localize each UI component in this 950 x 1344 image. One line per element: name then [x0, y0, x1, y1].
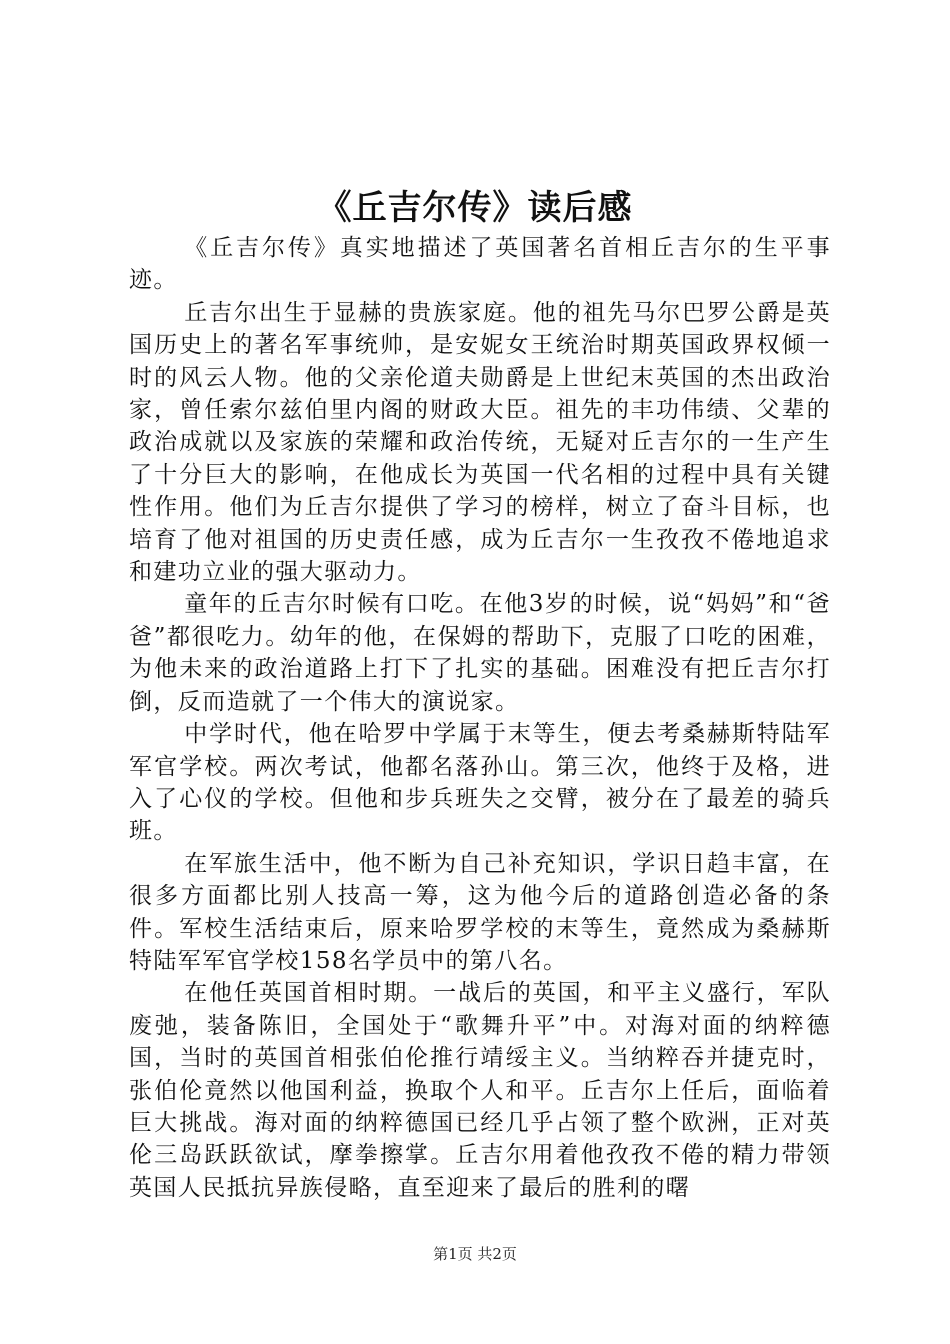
paragraph: 在军旅生活中，他不断为自己补充知识，学识日趋丰富，在很多方面都比别人技高一筹，这为他今后的道路创造必备的条件。军校生活结束后，原来哈罗学校的末等生，竟然成为桑赫斯特陆军军官学校158名学员中的第八名。 — [129, 850, 831, 974]
document-title: 《丘吉尔传》读后感 — [317, 188, 633, 228]
paragraph: 童年的丘吉尔时候有口吃。在他3岁的时候，说“妈妈”和“爸爸”都很吃力。幼年的他，在保姆的帮助下，克服了口吃的困难，为他未来的政治道路上打下了扎实的基础。困难没有把丘吉尔打倒，反而造就了一个伟大的演说家。 — [129, 591, 831, 715]
document-body — [129, 232, 831, 1204]
paragraph: 丘吉尔出生于显赫的贵族家庭。他的祖先马尔巴罗公爵是英国历史上的著名军事统帅，是安妮女王统治时期英国政界权倾一时的风云人物。他的父亲伦道夫勋爵是上世纪末英国的杰出政治家，曾任索尔兹伯里内阁的财政大臣。祖先的丰功伟绩、父辈的政治成就以及家族的荣耀和政治传统，无疑对丘吉尔的一生产生了十分巨大的影响，在他成长为英国一代名相的过程中具有关键性作用。他们为丘吉尔提供了学习的榜样，树立了奋斗目标，也培育了他对祖国的历史责任感，成为丘吉尔一生孜孜不倦地追求和建功立业的强大驱动力。 — [129, 299, 831, 586]
page-number-footer: 第1页 共2页 — [433, 1245, 517, 1263]
paragraph: 在他任英国首相时期。一战后的英国，和平主义盛行，军队废弛，装备陈旧，全国处于“歌舞升平”中。对海对面的纳粹德国，当时的英国首相张伯伦推行靖绥主义。当纳粹吞并捷克时，张伯伦竟然以他国利益，换取个人和平。丘吉尔上任后，面临着巨大挑战。海对面的纳粹德国已经几乎占领了整个欧洲，正对英伦三岛跃跃欲试，摩拳擦掌。丘吉尔用着他孜孜不倦的精力带领英国人民抵抗异族侵略，直至迎来了最后的胜利的曙 — [129, 980, 831, 1201]
paragraph: 《丘吉尔传》真实地描述了英国著名首相丘吉尔的生平事迹。 — [129, 235, 831, 294]
paragraph: 中学时代，他在哈罗中学属于末等生，便去考桑赫斯特陆军军官学校。两次考试，他都名落孙山。第三次，他终于及格，进入了心仪的学校。但他和步兵班失之交臂，被分在了最差的骑兵班。 — [129, 721, 831, 845]
